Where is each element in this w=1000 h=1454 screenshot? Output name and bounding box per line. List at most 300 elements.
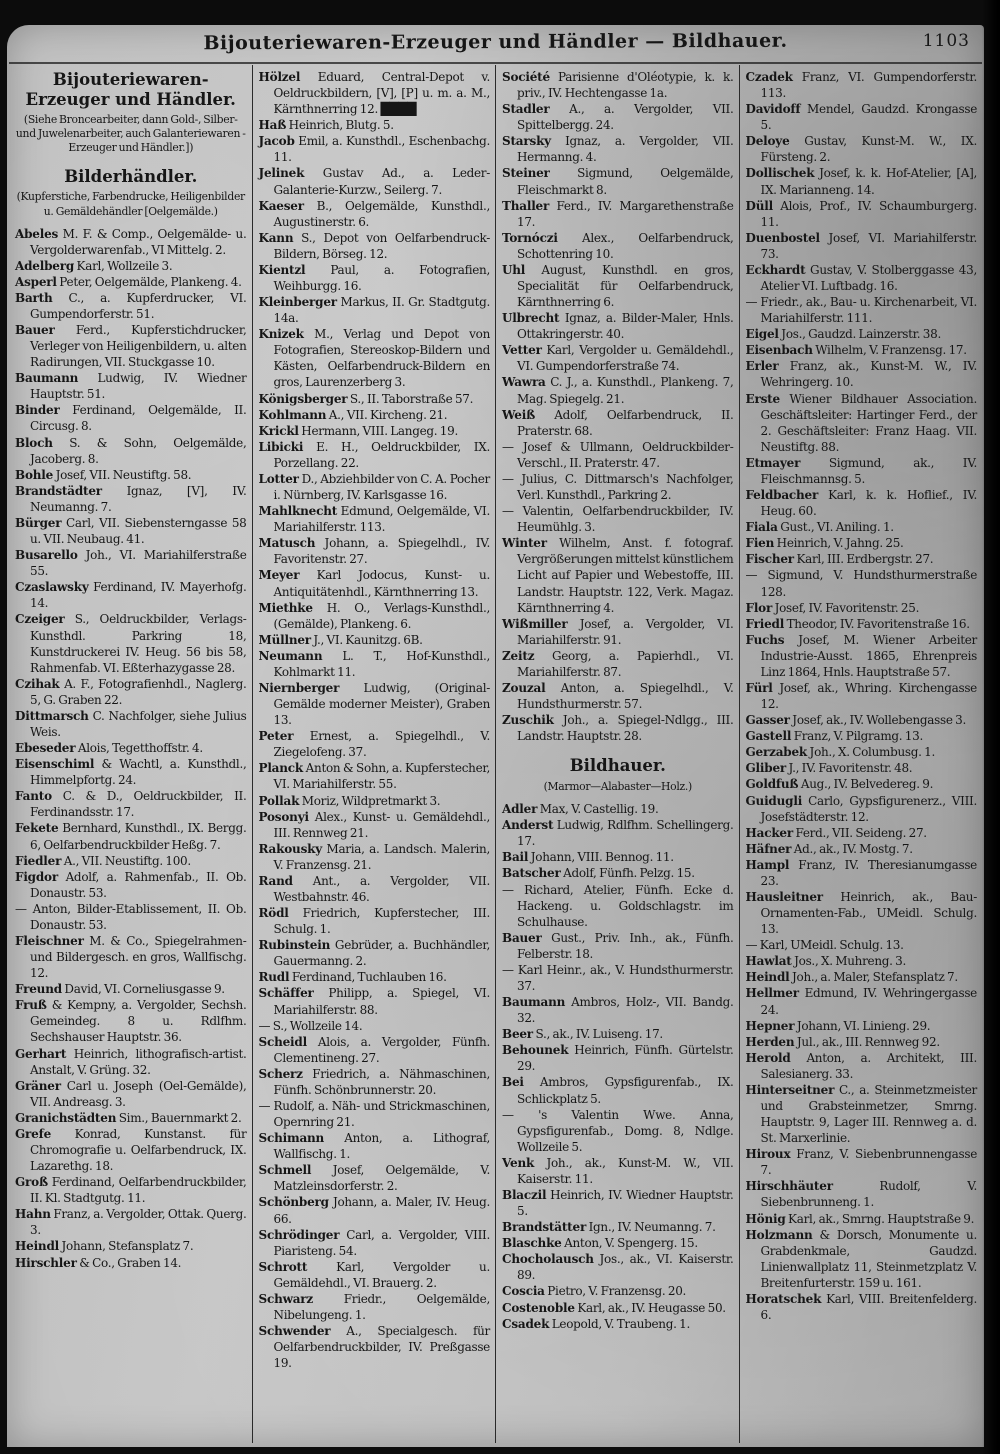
- section-heading: Bildhauer.: [569, 756, 666, 776]
- directory-entry: Fiala Gust., VI. Aniling. 1.: [745, 520, 894, 535]
- directory-entry: Anderst Ludwig, Rdlfhm. Schellingerg. 17.: [502, 818, 734, 849]
- directory-entry: Dollischek Josef, k. k. Hof-Atelier, [A], IX. Marianneng. 14.: [745, 166, 977, 197]
- directory-entry: Jacob Emil, a. Kunsthdl., Eschenbachg. 11.: [258, 134, 490, 165]
- entry-surname: Fruß: [15, 998, 47, 1013]
- entry-surname: Hirschhäuter: [745, 1179, 833, 1194]
- directory-entry: Schimann Anton, a. Lithograf, Wallfischg. 1.: [258, 1131, 490, 1162]
- entry-surname: Busarello: [15, 548, 78, 563]
- entry-surname: Czihak: [15, 676, 60, 691]
- directory-entry: Baumann Ambros, Holz-, VII. Bandg. 32.: [502, 995, 734, 1026]
- entry-surname: Fanto: [15, 789, 52, 804]
- columns-container: [9, 65, 982, 1443]
- directory-entry: Rubinstein Gebrüder, a. Buchhändler, Gauermanng. 2.: [258, 938, 490, 969]
- directory-entry: Rand Ant., a. Vergolder, VII. Westbahnstr. 46.: [258, 873, 490, 904]
- directory-entry: Freund David, VI. Corneliusgasse 9.: [15, 982, 225, 997]
- entry-surname: Etmayer: [745, 455, 801, 470]
- directory-entry: Flor Josef, IV. Favoritenstr. 25.: [745, 600, 920, 615]
- directory-entry: Deloye Gustav, Kunst-M. W., IX. Fürsteng. 2.: [745, 134, 977, 165]
- directory-entry: Friedl Theodor, IV. Favoritenstraße 16.: [745, 616, 970, 631]
- entry-surname: Königsberger: [258, 391, 348, 406]
- directory-entry: Bail Johann, VIII. Bennog. 11.: [502, 850, 674, 865]
- entry-surname: Schäffer: [258, 986, 314, 1001]
- entry-surname: Ulbrecht: [502, 311, 560, 326]
- directory-entry: Knizek M., Verlag und Depot von Fotografien, Stereoskop-Bildern und Kästen, Oelfarbendruck-Bildern en gros, Laurenzerberg 3.: [258, 327, 490, 390]
- column: [252, 65, 496, 1443]
- entry-surname: Eckhardt: [745, 262, 806, 277]
- directory-entry: Scherz Friedrich, a. Nähmaschinen, Fünfh. Schönbrunnerstr. 20.: [258, 1066, 490, 1097]
- entry-surname: Horatschek: [745, 1291, 822, 1306]
- entry-surname: Kleinberger: [258, 295, 337, 310]
- entry-surname: Kann: [258, 230, 294, 245]
- directory-entry: Häfner Ad., ak., IV. Mostg. 7.: [745, 841, 913, 856]
- directory-entry: Fleischner M. & Co., Spiegelrahmen- und Bildergesch. en gros, Wallfischg. 12.: [15, 933, 247, 981]
- section-note: (Siehe Broncearbeiter, dann Gold-, Silber- und Juwelenarbeiter, auch Galanteriewaren - Erzeuger und Händler.]): [15, 112, 246, 154]
- column: [739, 65, 983, 1443]
- entry-surname: Zeitz: [502, 648, 535, 663]
- directory-entry: Bei Ambros, Gypsfigurenfab., IX. Schlickplatz 5.: [502, 1075, 734, 1106]
- entry-surname: Blaschke: [502, 1236, 562, 1251]
- directory-entry: Barth C., a. Kupferdrucker, VI. Gumpendorferstr. 51.: [15, 290, 247, 321]
- section-note: (Marmor—Alabaster—Holz.): [543, 780, 692, 794]
- entry-surname: Scheidl: [258, 1034, 307, 1049]
- directory-page: [7, 25, 984, 1447]
- entry-surname: Schwarz: [258, 1291, 314, 1306]
- column: [9, 65, 252, 1443]
- directory-entry: Hawlat Jos., X. Muhreng. 3.: [745, 954, 907, 969]
- directory-entry-continued: — Josef & Ullmann, Oeldruckbilder-Verschl., II. Praterstr. 47.: [502, 439, 734, 470]
- entry-surname: Bauer: [15, 323, 55, 338]
- directory-entry: Hahn Franz, a. Vergolder, Ottak. Querg. 3.: [15, 1207, 247, 1238]
- directory-entry: Holzmann & Dorsch, Monumente u. Grabdenkmale, Gaudzd. Linienwallplatz 11, Steinmetzplatz V. Breitenfurterstr. 159 u. 161.: [745, 1227, 977, 1290]
- entry-surname: Häfner: [745, 841, 792, 856]
- entry-surname: Eisenschiml: [15, 757, 95, 772]
- directory-entry: Rödl Friedrich, Kupferstecher, III. Schulg. 1.: [258, 906, 490, 937]
- entry-surname: Gerzabek: [745, 745, 808, 760]
- entry-surname: Fischer: [745, 552, 794, 567]
- directory-entry: Königsberger S., II. Taborstraße 57.: [258, 391, 474, 406]
- entry-surname: Hiroux: [745, 1147, 791, 1162]
- entry-surname: Schimann: [258, 1131, 325, 1146]
- entry-surname: Flor: [745, 600, 773, 615]
- entry-surname: Rakousky: [258, 841, 323, 856]
- entry-surname: Stadler: [502, 102, 550, 117]
- entry-surname: Matusch: [258, 536, 316, 551]
- directory-entry: Hiroux Franz, V. Siebenbrunnengasse 7.: [745, 1147, 977, 1178]
- directory-entry-continued: — Rudolf, a. Näh- und Strickmaschinen, Opernring 21.: [258, 1099, 490, 1130]
- directory-entry: Eckhardt Gustav, V. Stolberggasse 43, Atelier VI. Luftbadg. 16.: [745, 262, 977, 294]
- entry-surname: Heindl: [745, 970, 790, 985]
- entry-surname: Dittmarsch: [15, 708, 89, 723]
- entry-surname: Grefe: [15, 1126, 52, 1141]
- directory-entry: Granichstädten Sim., Bauernmarkt 2.: [15, 1110, 242, 1125]
- section-note: (Kupferstiche, Farbendrucke, Heiligenbilder u. Gemäldehändler [Oelgemälde.): [16, 190, 245, 218]
- directory-entry: Figdor Adolf, a. Rahmenfab., II. Ob. Donaustr. 53.: [15, 869, 247, 900]
- directory-entry: Kaeser B., Oelgemälde, Kunsthdl., Augustinerstr. 6.: [258, 198, 490, 229]
- directory-entry: Müllner J., VI. Kaunitzg. 6B.: [258, 632, 423, 647]
- directory-entry: Krickl Hermann, VIII. Langeg. 19.: [258, 423, 458, 438]
- directory-entry: Schönberg Johann, a. Maler, IV. Heug. 66.: [258, 1195, 490, 1226]
- directory-entry: Beer S., ak., IV. Luiseng. 17.: [502, 1027, 663, 1042]
- directory-entry: Peter Ernest, a. Spiegelhdl., V. Ziegelofeng. 37.: [258, 729, 490, 760]
- directory-entry: Libicki E. H., Oeldruckbilder, IX. Porzellang. 22.: [258, 439, 490, 470]
- header-rule: [9, 62, 982, 64]
- entry-surname: Krickl: [258, 423, 299, 438]
- directory-entry: Schrödinger Carl, a. Vergolder, VIII. Piaristeng. 54.: [258, 1227, 490, 1258]
- entry-surname: Ebeseder: [15, 741, 76, 756]
- directory-entry: Brandstädter Ignaz, [V], IV. Neumanng. 7.: [15, 483, 247, 514]
- entry-surname: Rödl: [258, 906, 289, 921]
- entry-surname: Groß: [15, 1175, 48, 1190]
- directory-entry: Fürl Josef, ak., Whring. Kirchengasse 12.: [745, 680, 977, 712]
- directory-entry: Düll Alois, Prof., IV. Schaumburgerg. 11.: [745, 198, 977, 229]
- entry-surname: Erste: [745, 391, 780, 406]
- directory-entry: Zuschik Joh., a. Spiegel-Ndlgg., III. Landstr. Hauptstr. 28.: [502, 713, 734, 744]
- directory-entry: Dittmarsch C. Nachfolger, siehe Julius Weis.: [15, 708, 247, 739]
- entry-surname: Eigel: [745, 327, 779, 342]
- entry-surname: Meyer: [258, 568, 300, 583]
- entry-surname: Gräner: [15, 1078, 61, 1093]
- directory-entry: Venk Joh., ak., Kunst-M. W., VII. Kaiserstr. 11.: [502, 1155, 734, 1186]
- entry-surname: Herden: [745, 1034, 795, 1049]
- entry-surname: Hirschler: [15, 1255, 77, 1270]
- directory-entry: Jelinek Gustav Ad., a. Leder-Galanterie-Kurzw., Seilerg. 7.: [258, 166, 490, 197]
- directory-entry: Ulbrecht Ignaz, a. Bilder-Maler, Hnls. Ottakringerstr. 40.: [502, 311, 734, 342]
- directory-entry: Eigel Jos., Gaudzd. Lainzerstr. 38.: [745, 327, 941, 342]
- entry-surname: Gerhart: [15, 1046, 67, 1061]
- entry-surname: Gasser: [745, 713, 790, 728]
- entry-surname: Coscia: [502, 1284, 545, 1299]
- directory-entry: Posonyi Alex., Kunst- u. Gemäldehdl., III. Rennweg 21.: [258, 809, 490, 840]
- directory-entry: Niernberger Ludwig, (Original-Gemälde moderner Meister), Graben 13.: [258, 680, 490, 728]
- entry-surname: Schwender: [258, 1324, 331, 1339]
- directory-entry: Adler Max, V. Castellig. 19.: [502, 802, 659, 817]
- directory-entry: Zeitz Georg, a. Papierhdl., VI. Mariahilferstr. 87.: [502, 648, 734, 679]
- directory-entry-continued: — S., Wollzeile 14.: [258, 1018, 363, 1033]
- entry-surname: Hahn: [15, 1207, 51, 1222]
- directory-entry: Haß Heinrich, Blutg. 5.: [258, 118, 394, 133]
- entry-surname: Steiner: [502, 166, 550, 181]
- directory-entry: Hirschhäuter Rudolf, V. Siebenbrunneng. 1.: [745, 1179, 977, 1210]
- entry-surname: Eisenbach: [745, 343, 813, 358]
- directory-entry: Starsky Ignaz, a. Vergolder, VII. Hermanng. 4.: [502, 134, 734, 165]
- entry-surname: Hacker: [745, 825, 793, 840]
- entry-surname: Bail: [502, 850, 529, 865]
- entry-surname: Peter: [258, 729, 294, 744]
- entry-surname: Bauer: [502, 930, 542, 945]
- directory-entry: Ebeseder Alois, Tegetthoffstr. 4.: [15, 741, 203, 756]
- entry-surname: Czadek: [745, 70, 793, 84]
- directory-entry: Davidoff Mendel, Gaudzd. Krongasse 5.: [745, 102, 977, 133]
- directory-entry: Wawra C. J., a. Kunsthdl., Plankeng. 7, Mag. Spiegelg. 21.: [502, 375, 734, 406]
- entry-surname: Schrott: [258, 1259, 308, 1274]
- directory-entry: Fien Heinrich, V. Jahng. 25.: [745, 536, 904, 551]
- directory-entry: Kleinberger Markus, II. Gr. Stadtgutg. 14a.: [258, 295, 490, 326]
- entry-surname: Abeles: [15, 226, 59, 241]
- entry-surname: Zouzal: [502, 680, 546, 695]
- entry-surname: Blaczil: [502, 1187, 547, 1202]
- entry-surname: Batscher: [502, 866, 561, 881]
- directory-entry: Rudl Ferdinand, Tuchlauben 16.: [258, 970, 447, 985]
- directory-entry: Herold Anton, a. Architekt, III. Salesianerg. 33.: [745, 1050, 977, 1081]
- directory-entry: Bauer Gust., Priv. Inh., ak., Fünfh. Felberstr. 18.: [502, 930, 734, 961]
- directory-entry: Erler Franz, ak., Kunst-M. W., IV. Wehringerg. 10.: [745, 359, 977, 390]
- directory-entry: Erste Wiener Bildhauer Association. Geschäftsleiter: Hartinger Ferd., der 2. Geschäftsleiter: Franz Haag. VII. Neustiftg. 88.: [745, 391, 977, 454]
- entry-surname: Haß: [258, 118, 287, 133]
- directory-entry-continued: — Sigmund, V. Hundsthurmerstraße 128.: [745, 568, 977, 599]
- scan-edge: [982, 0, 1000, 1454]
- entry-surname: Behounek: [502, 1043, 569, 1058]
- directory-entry: Hölzel Eduard, Central-Depot v. Oeldruckbildern, [V], [P] u. m. a. M., Kärnthnerring 12. ████: [258, 70, 490, 117]
- directory-entry: Weiß Adolf, Oelfarbendruck, II. Praterstr. 68.: [502, 407, 734, 438]
- section-heading: Bilderhändler.: [64, 166, 198, 186]
- directory-entry: Gliber J., IV. Favoritenstr. 48.: [745, 761, 913, 776]
- directory-entry: Kann S., Depot von Oelfarbendruck-Bildern, Börseg. 12.: [258, 230, 490, 261]
- entry-surname: Feldbacher: [745, 488, 819, 503]
- directory-entry: Baumann Ludwig, IV. Wiedner Hauptstr. 51.: [15, 371, 247, 402]
- directory-entry: Fanto C. & D., Oeldruckbilder, II. Ferdinandsstr. 17.: [15, 789, 247, 820]
- entry-surname: Lotter: [258, 471, 299, 486]
- directory-entry: Mahlknecht Edmund, Oelgemälde, VI. Mariahilferstr. 113.: [258, 504, 490, 535]
- directory-entry: Hausleitner Heinrich, ak., Bau-Ornamenten-Fab., UMeidl. Schulg. 13.: [745, 889, 977, 937]
- directory-entry: Winter Wilhelm, Anst. f. fotograf. Vergrößerungen mittelst künstlichem Licht auf Papier und Webestoffe, III. Landstr. Hauptstr. 122, Verk. Magaz. Kärnthnerring 4.: [502, 536, 734, 615]
- entry-surname: Rand: [258, 873, 293, 888]
- entry-surname: Chocholausch: [502, 1252, 594, 1267]
- directory-entry: Hacker Ferd., VII. Seideng. 27.: [745, 825, 927, 840]
- entry-surname: Adler: [502, 802, 538, 817]
- directory-entry: Goldfuß Aug., IV. Belvedereg. 9.: [745, 777, 934, 792]
- directory-entry: Etmayer Sigmund, ak., IV. Fleischmannsg. 5.: [745, 455, 977, 486]
- entry-surname: Adelberg: [15, 258, 75, 273]
- directory-entry: Guidugli Carlo, Gypsfigurenerz., VIII. Josefstädterstr. 12.: [745, 793, 977, 824]
- entry-surname: Rubinstein: [258, 938, 331, 953]
- directory-entry: Steiner Sigmund, Oelgemälde, Fleischmarkt 8.: [502, 166, 734, 197]
- directory-entry: Gräner Carl u. Joseph (Oel-Gemälde), VII. Andreasg. 3.: [15, 1078, 247, 1109]
- entry-surname: Neumann: [258, 648, 323, 663]
- entry-surname: Bei: [502, 1075, 524, 1090]
- directory-entry: Société Parisienne d'Oléotypie, k. k. priv., IV. Hechtengasse 1a.: [502, 70, 734, 101]
- directory-entry: Planck Anton & Sohn, a. Kupferstecher, VI. Mariahilferstr. 55.: [258, 761, 490, 792]
- entry-surname: Posonyi: [258, 809, 309, 824]
- entry-surname: Barth: [15, 290, 53, 305]
- entry-surname: Kohlmann: [258, 407, 327, 422]
- entry-surname: Vetter: [502, 343, 542, 358]
- entry-surname: Hausleitner: [745, 889, 823, 904]
- directory-entry: Asperl Peter, Oelgemälde, Plankeng. 4.: [15, 274, 242, 289]
- entry-surname: Libicki: [258, 439, 304, 454]
- directory-entry: Fischer Karl, III. Erdbergstr. 27.: [745, 552, 934, 567]
- entry-surname: Pollak: [258, 793, 300, 808]
- directory-entry: Binder Ferdinand, Oelgemälde, II. Circusg. 8.: [15, 403, 247, 434]
- directory-entry: Scheidl Alois, a. Vergolder, Fünfh. Clementineng. 27.: [258, 1034, 490, 1065]
- entry-surname: Guidugli: [745, 793, 803, 808]
- directory-entry: Vetter Karl, Vergolder u. Gemäldehdl., VI. Gumpendorferstraße 74.: [502, 343, 734, 374]
- entry-surname: Rudl: [258, 970, 290, 985]
- directory-entry: Hinterseitner C., a. Steinmetzmeister und Grabsteinmetzer, Smrng. Hauptstr. 9, Lager III. Rennweg a. d. St. Marxerlinie.: [745, 1082, 977, 1146]
- entry-surname: Goldfuß: [745, 777, 799, 792]
- directory-entry: Blaczil Heinrich, IV. Wiedner Hauptstr. 5.: [502, 1187, 734, 1219]
- column: [495, 65, 739, 1443]
- directory-entry: Tornóczi Alex., Oelfarbendruck, Schottenring 10.: [502, 230, 734, 261]
- directory-entry: Brandstätter Ign., IV. Neumanng. 7.: [502, 1220, 716, 1235]
- entry-surname: Bloch: [15, 435, 53, 450]
- directory-entry: Bohle Josef, VII. Neustiftg. 58.: [15, 467, 192, 482]
- entry-surname: Costenoble: [502, 1300, 575, 1315]
- entry-surname: Gastell: [745, 729, 792, 744]
- entry-surname: Heindl: [15, 1239, 60, 1254]
- entry-surname: Duenbostel: [745, 230, 820, 245]
- entry-surname: Hampl: [745, 857, 790, 872]
- directory-entry: Heindl Joh., a. Maler, Stefansplatz 7.: [745, 970, 958, 985]
- entry-surname: Venk: [502, 1155, 535, 1170]
- entry-surname: Gliber: [745, 761, 787, 776]
- directory-entry-continued: — Julius, C. Dittmarsch's Nachfolger, Verl. Kunsthdl., Parkring 2.: [502, 471, 734, 503]
- directory-entry: Hönig Karl, ak., Smrng. Hauptstraße 9.: [745, 1211, 975, 1226]
- entry-surname: Planck: [258, 761, 304, 776]
- entry-surname: Brandstätter: [502, 1220, 587, 1235]
- directory-entry: Chocholausch Jos., ak., VI. Kaiserstr. 89.: [502, 1252, 734, 1283]
- directory-entry: Czadek Franz, VI. Gumpendorferstr. 113.: [745, 70, 977, 101]
- entry-surname: Schrödinger: [258, 1227, 340, 1242]
- directory-entry: Busarello Joh., VI. Mariahilferstraße 55.: [15, 548, 247, 579]
- directory-entry: Gerzabek Joh., X. Columbusg. 1.: [745, 745, 936, 760]
- entry-surname: Scherz: [258, 1066, 303, 1081]
- directory-entry: Horatschek Karl, VIII. Breitenfelderg. 6.: [745, 1291, 977, 1323]
- directory-entry-continued: — Karl, UMeidl. Schulg. 13.: [745, 938, 904, 953]
- entry-surname: Miethke: [258, 600, 313, 615]
- entry-surname: Csadek: [502, 1316, 550, 1331]
- entry-surname: Niernberger: [258, 680, 340, 695]
- directory-entry: Abeles M. F. & Comp., Oelgemälde- u. Vergolderwarenfab., VI Mittelg. 2.: [15, 226, 247, 257]
- entry-surname: Fiedler: [15, 853, 62, 868]
- directory-entry: Schrott Karl, Vergolder u. Gemäldehdl., VI. Brauerg. 2.: [258, 1259, 490, 1290]
- entry-surname: Davidoff: [745, 102, 801, 117]
- entry-surname: Bohle: [15, 467, 54, 482]
- directory-entry: Schwender A., Specialgesch. für Oelfarbendruckbilder, IV. Preßgasse 19.: [258, 1324, 490, 1371]
- directory-entry: Kohlmann A., VII. Kircheng. 21.: [258, 407, 448, 422]
- directory-entry: Fiedler A., VII. Neustiftg. 100.: [15, 853, 191, 868]
- directory-entry: Batscher Adolf, Fünfh. Pelzg. 15.: [502, 866, 695, 881]
- entry-surname: Fuchs: [745, 632, 785, 647]
- entry-surname: Wißmiller: [502, 616, 568, 631]
- entry-surname: Winter: [502, 536, 547, 551]
- directory-entry: Csadek Leopold, V. Traubeng. 1.: [502, 1316, 690, 1331]
- directory-entry: Gasser Josef, ak., IV. Wollebengasse 3.: [745, 713, 967, 728]
- directory-entry: Bürger Carl, VII. Siebensterngasse 58 u. VII. Neubaug. 41.: [15, 515, 247, 547]
- directory-entry: Bauer Ferd., Kupferstichdrucker, Verleger von Heiligenbildern, u. alten Radirungen, VII. Stuckgasse 10.: [15, 323, 247, 370]
- entry-surname: Starsky: [502, 134, 551, 149]
- directory-entry: Heindl Johann, Stefansplatz 7.: [15, 1239, 194, 1254]
- directory-entry: Matusch Johann, a. Spiegelhdl., IV. Favoritenstr. 27.: [258, 536, 490, 567]
- entry-surname: Fleischner: [15, 933, 84, 948]
- directory-entry: Schmell Josef, Oelgemälde, V. Matzleinsdorferstr. 2.: [258, 1163, 490, 1194]
- entry-surname: Zuschik: [502, 713, 554, 728]
- directory-entry: Gastell Franz, V. Pilgramg. 13.: [745, 729, 923, 744]
- directory-entry: Groß Ferdinand, Oelfarbendruckbilder, II. Kl. Stadtgutg. 11.: [15, 1175, 247, 1206]
- entry-surname: Fiala: [745, 520, 778, 535]
- entry-surname: Herold: [745, 1050, 791, 1065]
- entry-surname: Granichstädten: [15, 1110, 117, 1125]
- entry-surname: Deloye: [745, 134, 790, 149]
- entry-surname: Hellmer: [745, 986, 799, 1001]
- entry-surname: Anderst: [502, 818, 554, 833]
- entry-surname: Asperl: [15, 274, 57, 289]
- entry-surname: Hepner: [745, 1018, 795, 1033]
- directory-entry: Blaschke Anton, V. Spengerg. 15.: [502, 1236, 698, 1251]
- directory-entry: Lotter D., Abziehbilder von C. A. Pocher i. Nürnberg, IV. Karlsgasse 16.: [258, 471, 490, 503]
- entry-surname: Brandstädter: [15, 483, 102, 498]
- directory-entry: Rakousky Maria, a. Landsch. Malerin, V. Franzensg. 21.: [258, 841, 490, 872]
- directory-entry: Stadler A., a. Vergolder, VII. Spittelbergg. 24.: [502, 102, 734, 133]
- directory-entry: Czaslawsky Ferdinand, IV. Mayerhofg. 14.: [15, 580, 247, 611]
- directory-entry-continued: — 's Valentin Wwe. Anna, Gypsfigurenfab., Domg. 8, Ndlge. Wollzeile 5.: [502, 1107, 734, 1154]
- directory-entry: Hirschler & Co., Graben 14.: [15, 1255, 182, 1270]
- directory-entry: Hepner Johann, VI. Linieng. 29.: [745, 1018, 931, 1033]
- directory-entry: Coscia Pietro, V. Franzensg. 20.: [502, 1284, 687, 1299]
- entry-surname: Wawra: [502, 375, 546, 390]
- directory-entry: Costenoble Karl, ak., IV. Heugasse 50.: [502, 1300, 726, 1315]
- entry-surname: Czeiger: [15, 612, 65, 627]
- directory-entry: Behounek Heinrich, Fünfh. Gürtelstr. 29.: [502, 1043, 734, 1074]
- directory-entry: Pollak Moriz, Wildpretmarkt 3.: [258, 793, 441, 808]
- entry-surname: Figdor: [15, 869, 58, 884]
- directory-entry: Czeiger S., Oeldruckbilder, Verlags-Kunsthdl. Parkring 18, Kunstdruckerei IV. Heug. 56 bis 58, Rahmenfab. VI. Eßterhazygasse 28.: [15, 612, 247, 675]
- page-header: [37, 29, 970, 59]
- entry-surname: Binder: [15, 403, 60, 418]
- directory-entry: Schwarz Friedr., Oelgemälde, Nibelungeng. 1.: [258, 1291, 490, 1323]
- entry-surname: Kaeser: [258, 198, 304, 213]
- entry-surname: Jacob: [258, 134, 295, 149]
- entry-surname: Fekete: [15, 821, 59, 836]
- directory-entry: Kientzl Paul, a. Fotografien, Weihburgg. 16.: [258, 262, 490, 294]
- entry-surname: Schönberg: [258, 1195, 329, 1210]
- directory-entry-continued: — Richard, Atelier, Fünfh. Ecke d. Hackeng. u. Goldschlagstr. im Schulhause.: [502, 882, 734, 929]
- page-number: 1103: [922, 31, 970, 51]
- directory-entry: Czihak A. F., Fotografienhdl., Naglerg. 5, G. Graben 22.: [15, 676, 247, 707]
- directory-entry: Miethke H. O., Verlags-Kunsthdl., (Gemälde), Plankeng. 6.: [258, 600, 490, 631]
- entry-surname: Jelinek: [258, 166, 305, 181]
- directory-entry: Meyer Karl Jodocus, Kunst- u. Antiquitätenhdl., Kärnthnerring 13.: [258, 568, 490, 599]
- directory-entry: Eisenschiml & Wachtl, a. Kunsthdl., Himmelpfortg. 24.: [15, 757, 247, 788]
- entry-surname: Dollischek: [745, 166, 815, 181]
- directory-entry: Hellmer Edmund, IV. Wehringergasse 24.: [745, 986, 977, 1017]
- entry-surname: Mahlknecht: [258, 504, 338, 519]
- directory-entry: Eisenbach Wilhelm, V. Franzensg. 17.: [745, 343, 967, 358]
- directory-entry: Hampl Franz, IV. Theresianumgasse 23.: [745, 857, 977, 888]
- entry-surname: Kientzl: [258, 262, 306, 277]
- directory-entry: Bloch S. & Sohn, Oelgemälde, Jacoberg. 8.: [15, 435, 247, 466]
- entry-surname: Hönig: [745, 1211, 786, 1226]
- directory-entry: Herden Jul., ak., III. Rennweg 92.: [745, 1034, 940, 1049]
- directory-entry-continued: — Friedr., ak., Bau- u. Kirchenarbeit, VI. Mariahilferstr. 111.: [745, 295, 977, 326]
- entry-surname: Hinterseitner: [745, 1082, 835, 1097]
- entry-surname: Friedl: [745, 616, 785, 631]
- directory-entry: Wißmiller Josef, a. Vergolder, VI. Mariahilferstr. 91.: [502, 616, 734, 647]
- directory-entry: Uhl August, Kunsthdl. en gros, Specialität für Oelfarbendruck, Kärnthnerring 6.: [502, 262, 734, 310]
- entry-surname: Bürger: [15, 515, 62, 530]
- entry-surname: Holzmann: [745, 1227, 813, 1242]
- directory-entry: Zouzal Anton, a. Spiegelhdl., V. Hundsthurmerstr. 57.: [502, 680, 734, 712]
- section-heading: Bijouteriewaren-Erzeuger und Händler.: [25, 70, 236, 109]
- directory-entry: Duenbostel Josef, VI. Mariahilferstr. 73.: [745, 230, 977, 261]
- directory-entry: Schäffer Philipp, a. Spiegel, VI. Mariahilferstr. 88.: [258, 986, 490, 1017]
- entry-surname: Düll: [745, 198, 773, 213]
- entry-surname: Weiß: [502, 407, 536, 422]
- entry-surname: Baumann: [15, 371, 79, 386]
- directory-entry-continued: — Karl Heinr., ak., V. Hundsthurmerstr. 37.: [502, 962, 734, 993]
- entry-surname: Hawlat: [745, 954, 792, 969]
- entry-surname: Freund: [15, 982, 62, 997]
- directory-entry: Adelberg Karl, Wollzeile 3.: [15, 258, 173, 273]
